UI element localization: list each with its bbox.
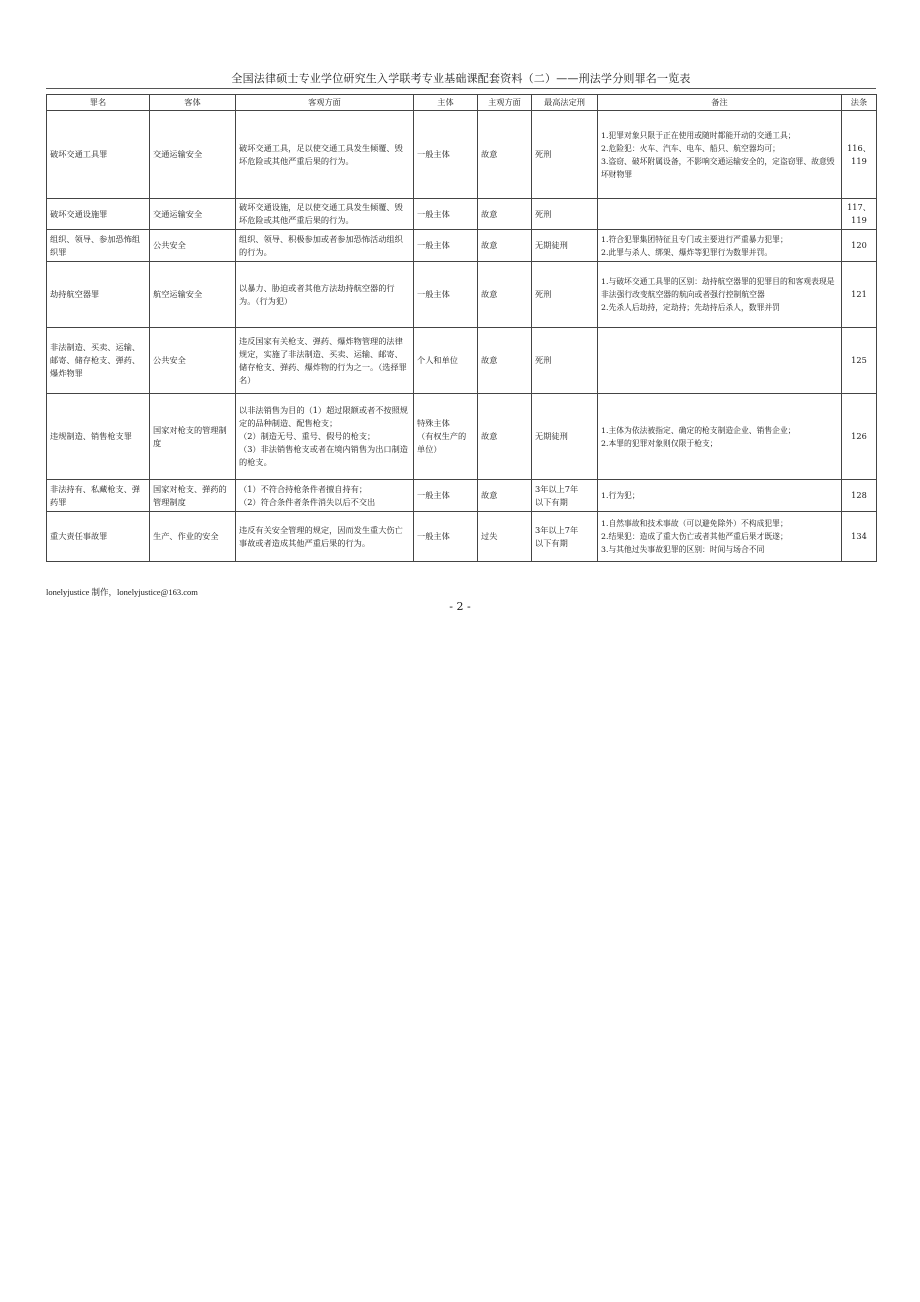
penalty-line: 无期徒刑 [535, 240, 568, 250]
object-cell: 航空运输安全 [150, 262, 236, 328]
objective-line: （3）非法销售枪支或者在境内销售为出口制造的枪支。 [239, 444, 408, 467]
table-row [47, 512, 877, 562]
article-cell [842, 394, 877, 480]
penalty-line: 死刑 [535, 149, 552, 159]
objective-cell [236, 480, 414, 512]
column-header-objective: 客观方面 [236, 95, 414, 111]
column-header-object: 客体 [150, 95, 236, 111]
objective-line: 破坏交通工具，足以使交通工具发生倾覆、毁坏危险或其他严重后果的行为。 [239, 142, 403, 166]
intent-cell: 过失 [478, 512, 532, 562]
article-line: 119 [851, 155, 867, 166]
intent-cell: 故意 [478, 111, 532, 199]
article-line: 120 [851, 240, 867, 250]
article-line: 126 [851, 431, 867, 441]
table-row [47, 230, 877, 262]
notes-cell [598, 480, 842, 512]
objective-line: （2）制造无号、重号、假号的枪支； [239, 431, 376, 441]
object-cell: 国家对枪支的管理制度 [150, 394, 236, 480]
intent-cell: 故意 [478, 262, 532, 328]
note-line: 2.结果犯：造成了重大伤亡或者其他严重后果才既遂； [601, 532, 788, 541]
penalty-line: 以下有期 [535, 537, 568, 548]
table-body [47, 111, 877, 562]
article-line: 134 [851, 531, 867, 541]
subject-line: 一般主体 [417, 208, 450, 219]
column-header-notes: 备注 [598, 95, 842, 111]
note-line: 2.先杀人后劫持，定劫持；先劫持后杀人，数罪并罚 [601, 303, 780, 312]
objective-line: （1）不符合持枪条件者擅自持有； [239, 483, 368, 494]
objective-cell [236, 512, 414, 562]
article-line: 119 [851, 215, 867, 225]
subject-line: 特殊主体 [417, 418, 450, 428]
intent-cell: 故意 [478, 328, 532, 394]
penalty-line: 以下有期 [535, 496, 568, 507]
penalty-cell [532, 230, 598, 262]
note-line: 1.与破坏交通工具罪的区别：劫持航空器罪的犯罪目的和客观表现是非法强行改变航空器的航向或者强行控制航空器 [601, 277, 835, 299]
article-cell [842, 262, 877, 328]
article-line: 121 [851, 289, 867, 299]
subject-cell [414, 262, 478, 328]
notes-cell [598, 394, 842, 480]
article-line: 116、 [847, 142, 871, 153]
object-cell: 公共安全 [150, 230, 236, 262]
notes-cell [598, 512, 842, 562]
subject-line: 一般主体 [417, 149, 450, 159]
intent-cell: 故意 [478, 199, 532, 230]
notes-cell [598, 230, 842, 262]
intent-cell: 故意 [478, 480, 532, 512]
note-line: 2.危险犯：火车、汽车、电车、船只、航空器均可； [601, 143, 780, 153]
penalty-cell [532, 199, 598, 230]
object-cell: 生产、作业的安全 [150, 512, 236, 562]
crime-name-cell: 非法制造、买卖、运输、邮寄、储存枪支、弹药、爆炸物罪 [47, 328, 150, 394]
note-line: 2.本罪的犯罪对象则仅限于枪支； [601, 438, 718, 448]
column-header-name: 罪名 [47, 95, 150, 111]
subject-cell [414, 111, 478, 199]
footer-credit: lonelyjustice 制作，lonelyjustice@163.com [46, 587, 198, 597]
article-cell [842, 328, 877, 394]
article-cell [842, 230, 877, 262]
penalty-line: 死刑 [535, 208, 552, 219]
note-line: 1.自然事故和技术事故（可以避免除外）不构成犯罪； [601, 519, 788, 528]
objective-cell [236, 394, 414, 480]
penalty-cell [532, 512, 598, 562]
intent-cell: 故意 [478, 394, 532, 480]
objective-line: 组织、领导、积极参加或者参加恐怖活动组织的行为。 [239, 233, 403, 257]
subject-cell [414, 230, 478, 262]
penalty-line: 死刑 [535, 289, 552, 299]
subject-cell [414, 199, 478, 230]
objective-line: 违反有关安全管理的规定，因而发生重大伤亡事故或者造成其他严重后果的行为。 [239, 524, 403, 548]
penalty-cell [532, 262, 598, 328]
subject-cell [414, 328, 478, 394]
penalty-line: 3年以上7年 [535, 524, 579, 535]
column-header-subject: 主体 [414, 95, 478, 111]
article-cell [842, 199, 877, 230]
column-header-article: 法条 [842, 95, 877, 111]
objective-cell [236, 199, 414, 230]
page-header [46, 70, 876, 89]
article-cell [842, 512, 877, 562]
subject-cell [414, 512, 478, 562]
page-number: - 2 - [449, 600, 471, 613]
subject-line: 一般主体 [417, 490, 450, 500]
penalty-cell [532, 394, 598, 480]
objective-line: 以非法销售为目的（1）超过限额或者不按照规定的品种制造、配售枪支； [239, 405, 408, 428]
table-row [47, 480, 877, 512]
table-row [47, 328, 877, 394]
subject-line: 一般主体 [417, 531, 450, 541]
object-cell: 交通运输安全 [150, 111, 236, 199]
subject-line: 一般主体 [417, 289, 450, 299]
penalty-line: 无期徒刑 [535, 431, 568, 441]
objective-cell [236, 111, 414, 199]
notes-cell [598, 199, 842, 230]
subject-line: 一般主体 [417, 240, 450, 250]
column-header-intent: 主观方面 [478, 95, 532, 111]
note-line: 1.符合犯罪集团特征且专门或主要进行严重暴力犯罪； [601, 234, 788, 244]
objective-line: 破坏交通设施，足以使交通工具发生倾覆、毁坏危险或其他严重后果的行为。 [239, 202, 403, 225]
column-header-penalty: 最高法定刑 [532, 95, 598, 111]
table-header-row [47, 95, 877, 111]
note-line: 1.犯罪对象只限于正在使用或随时都能开动的交通工具； [601, 130, 796, 140]
object-cell: 交通运输安全 [150, 199, 236, 230]
penalty-cell [532, 111, 598, 199]
table-row [47, 262, 877, 328]
notes-cell [598, 111, 842, 199]
subject-line: 个人和单位 [417, 355, 458, 365]
crime-name-cell: 破坏交通设施罪 [47, 199, 150, 230]
table-row [47, 394, 877, 480]
article-line: 125 [851, 355, 867, 365]
article-cell [842, 480, 877, 512]
intent-cell: 故意 [478, 230, 532, 262]
objective-line: （2）符合条件者条件消失以后不交出 [239, 496, 376, 507]
article-line: 128 [851, 490, 867, 500]
crime-name-cell: 非法持有、私藏枪支、弹药罪 [47, 480, 150, 512]
crime-name-cell: 违规制造、销售枪支罪 [47, 394, 150, 480]
table-row [47, 111, 877, 199]
crime-table [46, 94, 877, 562]
objective-cell [236, 328, 414, 394]
document-title: 全国法律硕士专业学位研究生入学联考专业基础课配套资料（二）——刑法学分则罪名一览表 [231, 72, 691, 85]
objective-line: 违反国家有关枪支、弹药、爆炸物管理的法律规定，实施了非法制造、买卖、运输、邮寄、储存枪支、弹药、爆炸物的行为之一。（选择罪名） [239, 335, 407, 385]
article-line: 117、 [847, 202, 871, 212]
objective-line: 以暴力、胁迫或者其他方法劫持航空器的行为。（行为犯） [239, 282, 395, 306]
objective-cell [236, 262, 414, 328]
crime-name-cell: 重大责任事故罪 [47, 512, 150, 562]
crime-name-cell: 组织、领导、参加恐怖组织罪 [47, 230, 150, 262]
note-line: 2.此罪与杀人、绑架、爆炸等犯罪行为数罪并罚。 [601, 247, 773, 257]
note-line: 3.与其他过失事故犯罪的区别：时间与场合不同 [601, 545, 765, 554]
crime-name-cell: 劫持航空器罪 [47, 262, 150, 328]
article-cell [842, 111, 877, 199]
object-cell: 国家对枪支、弹药的管理制度 [150, 480, 236, 512]
penalty-line: 3年以上7年 [535, 483, 579, 494]
subject-cell [414, 394, 478, 480]
subject-line: （有权生产的单位） [417, 431, 467, 454]
note-line: 1.主体为依法被指定、确定的枪支制造企业、销售企业； [601, 425, 796, 435]
note-line: 3.盗窃、破坏附属设备，不影响交通运输安全的，定盗窃罪、故意毁坏财物罪 [601, 156, 835, 179]
penalty-line: 死刑 [535, 355, 552, 365]
penalty-cell [532, 480, 598, 512]
table-row [47, 199, 877, 230]
subject-cell [414, 480, 478, 512]
crime-name-cell: 破坏交通工具罪 [47, 111, 150, 199]
note-line: 1.行为犯； [601, 491, 640, 500]
notes-cell [598, 262, 842, 328]
objective-cell [236, 230, 414, 262]
notes-cell [598, 328, 842, 394]
object-cell: 公共安全 [150, 328, 236, 394]
penalty-cell [532, 328, 598, 394]
